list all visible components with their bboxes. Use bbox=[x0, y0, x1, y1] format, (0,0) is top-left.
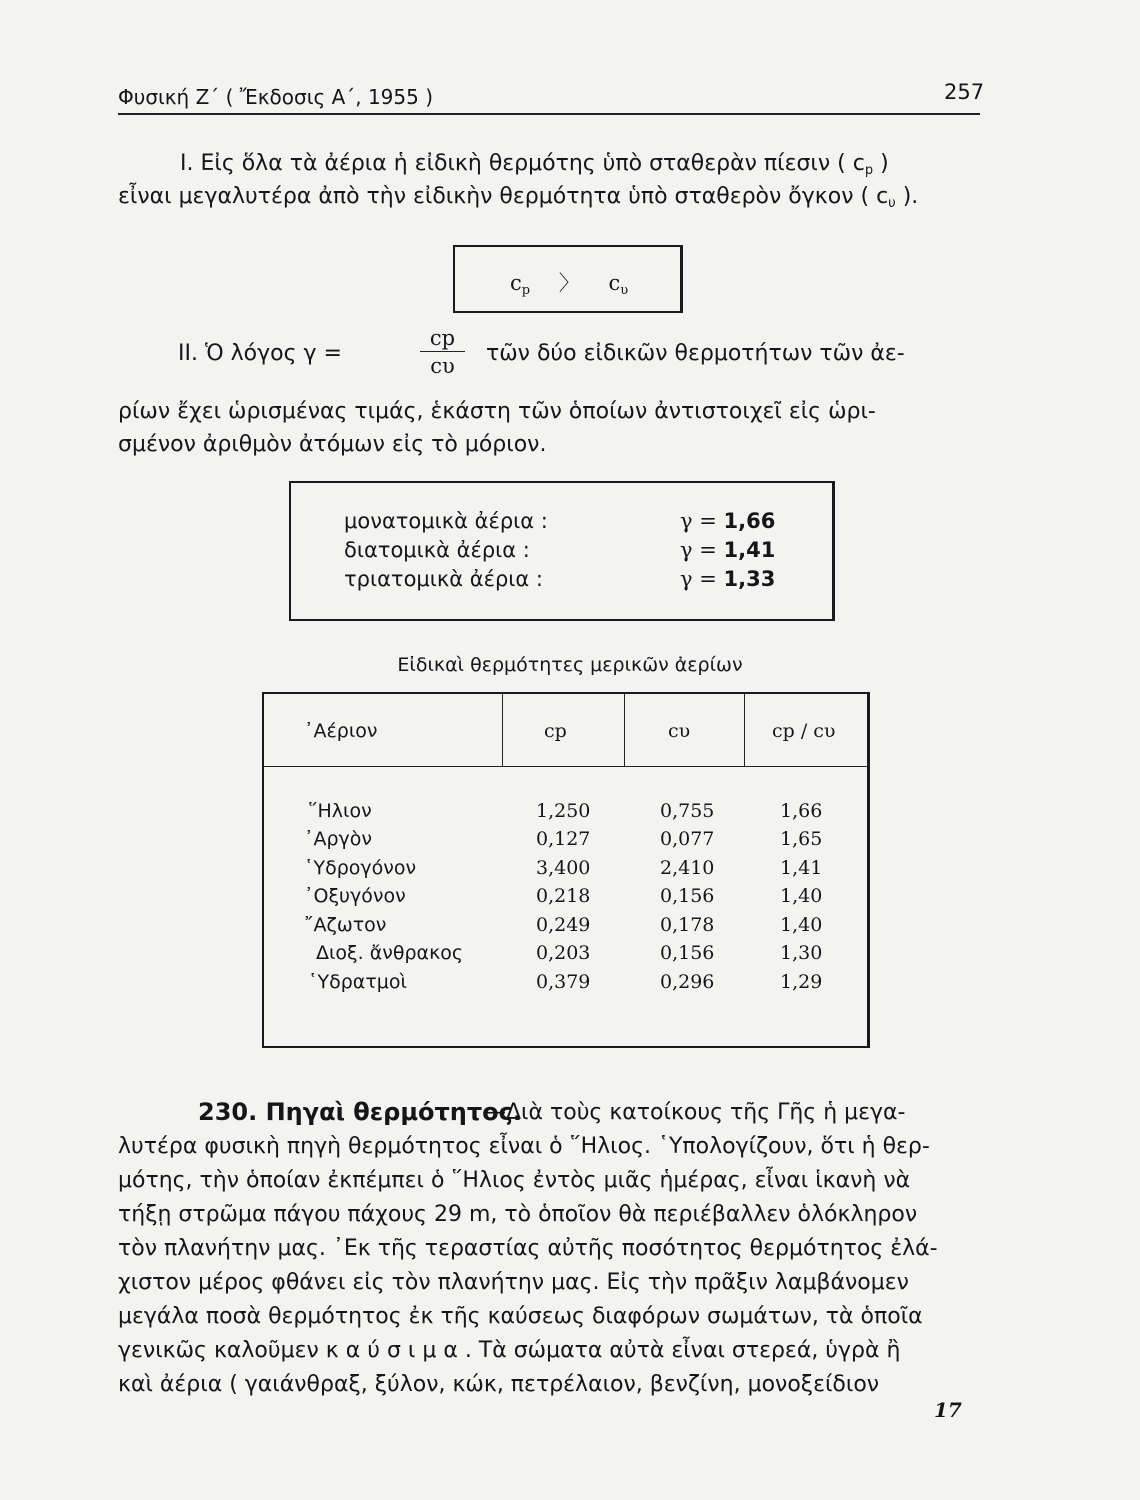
table-cell: 0,379 bbox=[536, 971, 591, 993]
table-cell: 0,156 bbox=[660, 885, 715, 907]
gamma-fraction bbox=[420, 325, 465, 380]
table-cell: ῞Ηλιον bbox=[308, 800, 372, 822]
table-header: ᾿Αέριον bbox=[304, 720, 378, 742]
fraction-denominator: cυ bbox=[430, 354, 455, 378]
gamma-row-value: γ = 1,41 bbox=[680, 538, 776, 562]
table-divider bbox=[744, 694, 745, 766]
gamma-row-value: γ = 1,66 bbox=[680, 509, 776, 533]
table-cell: 0,178 bbox=[660, 914, 715, 936]
para2-line2: ρίων ἔχει ὡρισμένας τιμάς, ἑκάστη τῶν ὁποίων ἀντιστοιχεῖ εἰς ὡρι- bbox=[118, 399, 876, 424]
gamma-row-label: τριατομικὰ ἀέρια : bbox=[344, 567, 543, 591]
table-cell: 0,218 bbox=[536, 885, 591, 907]
section-line: τὸν πλανήτην μας. ᾿Εκ τῆς τεραστίας αὐτῆς ποσότητος θερμότητος ἐλά- bbox=[118, 1236, 938, 1261]
table-cell: 0,203 bbox=[536, 942, 591, 964]
section-line: μεγάλα ποσὰ θερμότητος ἐκ τῆς καύσεως διαφόρων σωμάτων, τὰ ὁποῖα bbox=[118, 1304, 923, 1329]
header-rule bbox=[118, 113, 980, 115]
page-number: 257 bbox=[944, 80, 985, 104]
table-header: cp bbox=[544, 720, 567, 742]
table-cell: 1,40 bbox=[780, 885, 823, 907]
table-cell: 1,30 bbox=[780, 942, 823, 964]
table-title: Εἰδικαὶ θερμότητες μερικῶν ἀερίων bbox=[397, 654, 743, 676]
table-cell: Διοξ. ἄνθρακος bbox=[316, 942, 464, 964]
section-heading: 230. Πηγαὶ θερμότητος. bbox=[198, 1098, 523, 1126]
table-cell: 0,077 bbox=[660, 828, 715, 850]
inequality-box bbox=[453, 245, 683, 313]
table-header-rule bbox=[264, 766, 867, 767]
table-cell: 1,40 bbox=[780, 914, 823, 936]
table-header: cυ bbox=[668, 720, 691, 742]
fraction-numerator: cp bbox=[420, 325, 465, 352]
table-cell: ῾Υδρογόνον bbox=[304, 857, 417, 879]
table-cell: 0,249 bbox=[536, 914, 591, 936]
para2-line1-end: τῶν δύο εἰδικῶν θερμοτήτων τῶν ἀε- bbox=[486, 341, 905, 366]
table-cell: ῾Υδρατμοὶ bbox=[308, 971, 407, 993]
section-line: λυτέρα φυσικὴ πηγὴ θερμότητος εἶναι ὁ ῞Ηλιος. ῾Υπολογίζουν, ὅτι ἡ θερ- bbox=[118, 1134, 930, 1159]
table-cell: 0,296 bbox=[660, 971, 715, 993]
table-cell: 1,29 bbox=[780, 971, 823, 993]
signature-number: 17 bbox=[934, 1398, 962, 1422]
table-cell: 0,156 bbox=[660, 942, 715, 964]
table-cell: 2,410 bbox=[660, 857, 715, 879]
gamma-row-label: μονατομικὰ ἀέρια : bbox=[344, 509, 548, 533]
running-header: Φυσική Ζ΄ ( Ἔκδοσις Α΄, 1955 ) bbox=[118, 85, 434, 109]
table-cell: 0,127 bbox=[536, 828, 591, 850]
table-header: cp / cυ bbox=[772, 720, 836, 742]
para2-line3: σμένον ἀριθμὸν ἀτόμων εἰς τὸ μόριον. bbox=[118, 432, 547, 457]
para1-line2: εἶναι μεγαλυτέρα ἀπὸ τὴν εἰδικὴν θερμότητα ὑπὸ σταθερὸν ὄγκον ( cυ ). bbox=[118, 184, 919, 211]
section-line: γενικῶς καλοῦμεν κ α ύ σ ι μ α . Τὰ σώματα αὐτὰ εἶναι στερεά, ὑγρὰ ἢ bbox=[118, 1338, 901, 1363]
gamma-row-label: διατομικὰ ἀέρια : bbox=[344, 538, 530, 562]
gamma-row-value: γ = 1,33 bbox=[680, 567, 776, 591]
section-line: χιστον μέρος φθάνει εἰς τὸν πλανήτην μας. Εἰς τὴν πρᾶξιν λαμβάνομεν bbox=[118, 1270, 909, 1295]
table-cell: ᾿Αργὸν bbox=[304, 828, 373, 850]
para1-line1: I. Εἰς ὅλα τὰ ἀέρια ἡ εἰδικὴ θερμότης ὑπὸ σταθερὰν πίεσιν ( cp ) bbox=[180, 151, 889, 178]
table-cell: ᾿Οξυγόνον bbox=[304, 885, 406, 907]
specific-heat-table bbox=[262, 692, 870, 1048]
section-line: καὶ ἀέρια ( γαιάνθραξ, ξύλον, κώκ, πετρέλαιον, βενζίνη, μονοξείδιον bbox=[118, 1372, 880, 1397]
table-cell: 1,65 bbox=[780, 828, 823, 850]
table-cell: 1,66 bbox=[780, 800, 823, 822]
table-divider bbox=[502, 694, 503, 766]
table-divider bbox=[624, 694, 625, 766]
inequality-formula: cp 〉 cυ bbox=[510, 271, 629, 298]
para2-line1-start: II. Ὁ λόγος γ = bbox=[178, 341, 342, 366]
table-cell: 1,41 bbox=[780, 857, 823, 879]
table-cell: 3,400 bbox=[536, 857, 591, 879]
gamma-values-box bbox=[289, 481, 835, 621]
table-cell: 0,755 bbox=[660, 800, 715, 822]
section-line: μότης, τὴν ὁποίαν ἐκπέμπει ὁ ῞Ηλιος ἐντὸς μιᾶς ἡμέρας, εἶναι ἱκανὴ νὰ bbox=[118, 1168, 911, 1193]
section-line: τήξῃ στρῶμα πάγου πάχους 29 m, τὸ ὁποῖον θὰ περιέβαλλεν ὁλόκληρον bbox=[118, 1202, 918, 1227]
section-line: —Διὰ τοὺς κατοίκους τῆς Γῆς ἡ μεγα- bbox=[484, 1100, 906, 1125]
table-cell: ῎Αζωτον bbox=[304, 914, 387, 936]
table-cell: 1,250 bbox=[536, 800, 591, 822]
